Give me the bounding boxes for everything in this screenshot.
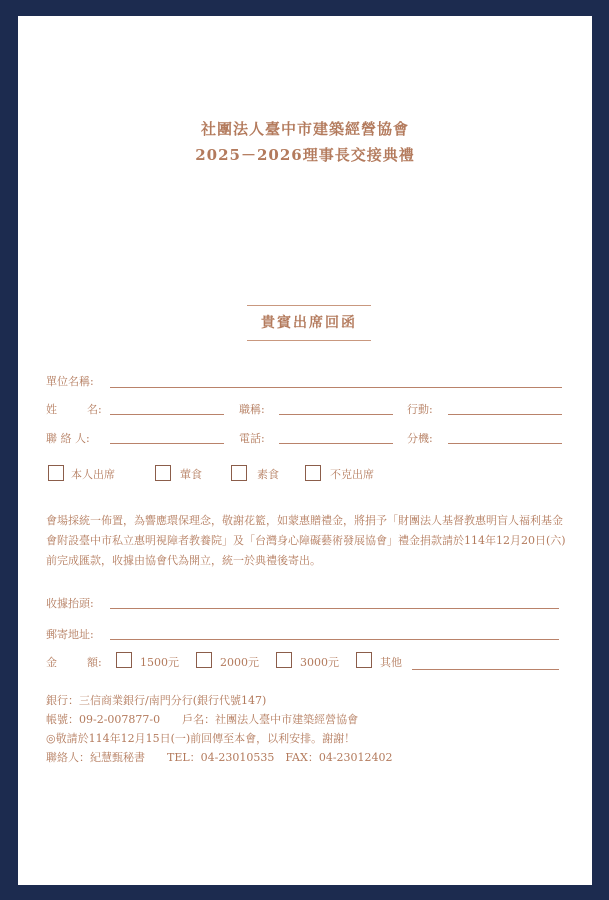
ext-label: 分機: [407,432,433,445]
ceremony-title: 2025－2026理事長交接典禮 [195,146,415,164]
absent-label: 不克出席 [330,468,374,481]
amount-2000-checkbox[interactable] [196,652,212,668]
address-field[interactable] [110,639,559,640]
position-field[interactable] [279,414,393,415]
name-label-a: 姓 [46,403,57,416]
receipt-title-field[interactable] [110,608,559,609]
meat-checkbox[interactable] [155,465,171,481]
amount-2000-label: 2000元 [220,656,259,669]
account-info: 帳號：09-2-007877-0 戶名：社團法人臺中市建築經營協會 [46,713,359,726]
amount-3000-label: 3000元 [300,656,339,669]
contact-label: 聯 絡 人: [46,432,90,445]
amount-label-b: 額: [87,656,102,669]
attend-self-label: 本人出席 [71,468,115,481]
phone-label: 電話: [239,432,265,445]
position-label: 職稱: [239,403,265,416]
amount-other-label: 其他 [380,656,402,669]
reply-form-sheet [18,16,592,885]
form-title: 貴賓出席回函 [247,305,371,341]
vegetarian-checkbox[interactable] [231,465,247,481]
donation-notice: 會場採統一佈置，為響應環保理念，敬謝花籃，如蒙惠贈禮金，將捐予「財團法人基督教惠明盲人福利基金會附設臺中市私立惠明視障者教養院」及「台灣身心障礙藝術發展協會」禮金捐款請於114年12月20日(六)前完成匯款，收據由協會代為開立，統一於典禮後寄出。 [46,514,566,567]
absent-checkbox[interactable] [305,465,321,481]
vegetarian-label: 素食 [257,468,279,481]
amount-1500-label: 1500元 [140,656,179,669]
mobile-field[interactable] [448,414,562,415]
mobile-label: 行動: [407,403,433,416]
reply-deadline: ◎敬請於114年12月15日(一)前回傳至本會，以利安排。謝謝！ [46,732,356,745]
unit-field[interactable] [110,387,562,388]
unit-label: 單位名稱: [46,375,94,388]
ext-field[interactable] [448,443,562,444]
name-field[interactable] [110,414,224,415]
name-label-b: 名: [87,403,102,416]
amount-1500-checkbox[interactable] [116,652,132,668]
amount-label-a: 金 [46,656,57,669]
amount-other-checkbox[interactable] [356,652,372,668]
attend-self-checkbox[interactable] [48,465,64,481]
receipt-title-label: 收據抬頭: [46,597,94,610]
address-label: 郵寄地址: [46,628,94,641]
meat-label: 葷食 [180,468,202,481]
association-name: 社團法人臺中市建築經營協會 [200,120,409,138]
amount-3000-checkbox[interactable] [276,652,292,668]
contact-info: 聯絡人：紀慧甄秘書 TEL：04-23010535 FAX：04-23012402 [46,751,393,764]
contact-field[interactable] [110,443,224,444]
amount-other-field[interactable] [412,669,559,670]
phone-field[interactable] [279,443,393,444]
bank-info: 銀行：三信商業銀行/南門分行(銀行代號147) [46,694,267,707]
